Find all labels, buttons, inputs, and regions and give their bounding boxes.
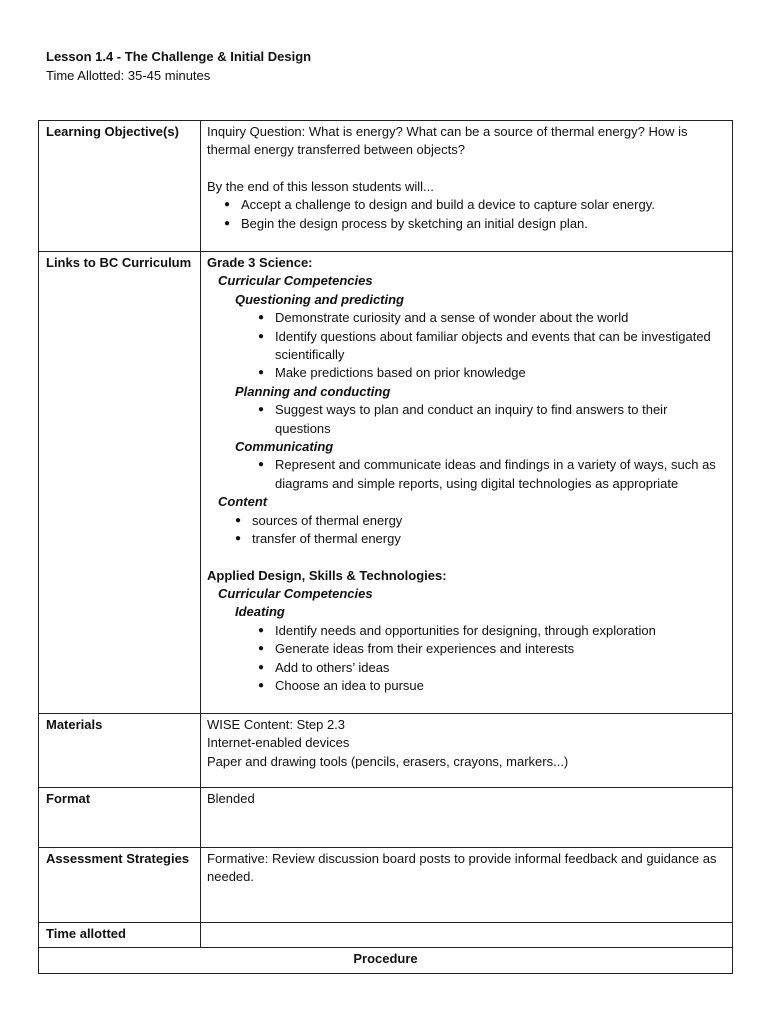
questioning-heading: Questioning and predicting (235, 291, 404, 307)
list-item: ● sources of thermal energy (252, 512, 726, 530)
planning-heading: Planning and conducting (235, 383, 391, 399)
assessment-row (39, 848, 733, 923)
materials-label: Materials (39, 714, 201, 788)
format-value: Blended (201, 788, 733, 848)
materials-row (39, 714, 733, 788)
time-allotted-label: Time allotted (39, 923, 201, 948)
list-item: ● Demonstrate curiosity and a sense of wonder about the world (275, 309, 726, 327)
content-list (252, 512, 726, 549)
list-item: ● Add to others’ ideas (275, 659, 726, 677)
lesson-title: Lesson 1.4 - The Challenge & Initial Design (46, 49, 312, 64)
science-heading: Grade 3 Science: (207, 255, 313, 270)
list-item: ● Identify needs and opportunities for designing, through exploration (275, 622, 726, 640)
content-heading: Content (218, 494, 268, 510)
time-allotted-row (39, 923, 733, 948)
science-competencies: Curricular Competencies (218, 273, 373, 289)
assessment-value: Formative: Review discussion board posts to provide informal feedback and guidance as needed. (201, 848, 733, 923)
inquiry-question: Inquiry Question: What is energy? What can be a source of thermal energy? How is thermal energy transferred between objects? (207, 124, 688, 158)
list-item: ● Accept a challenge to design and build a device to capture solar energy. (241, 196, 726, 214)
curriculum-cell (201, 252, 733, 714)
curriculum-label: Links to BC Curriculum (39, 252, 201, 714)
materials-cell (201, 714, 733, 788)
assessment-label: Assessment Strategies (39, 848, 201, 923)
adst-heading: Applied Design, Skills & Technologies: (207, 567, 447, 583)
objectives-intro: By the end of this lesson students will... (207, 178, 434, 194)
objectives-label: Learning Objective(s) (39, 121, 201, 252)
list-item: ● Suggest ways to plan and conduct an inquiry to find answers to their questions (275, 401, 726, 438)
objectives-list (241, 196, 726, 233)
procedure-heading: Procedure (39, 948, 733, 973)
materials-line: WISE Content: Step 2.3 (207, 717, 346, 732)
curriculum-row (39, 252, 733, 714)
communicating-heading: Communicating (235, 439, 334, 455)
materials-line: Internet-enabled devices (207, 735, 350, 751)
ideating-heading: Ideating (235, 604, 285, 620)
lesson-plan-table (38, 120, 733, 974)
procedure-row (39, 948, 733, 973)
communicating-list (275, 456, 726, 493)
list-item: ● Generate ideas from their experiences and interests (275, 640, 726, 658)
adst-competencies: Curricular Competencies (218, 585, 373, 601)
format-label: Format (39, 788, 201, 848)
list-item: ● Represent and communicate ideas and findings in a variety of ways, such as diagrams and simple reports, using digital technologies as appropriate (275, 456, 726, 493)
objectives-cell (201, 121, 733, 252)
document-header (46, 47, 311, 85)
ideating-list (275, 622, 726, 696)
list-item: ● Choose an idea to pursue (275, 677, 726, 695)
time-allotted-value (201, 923, 733, 948)
materials-line: Paper and drawing tools (pencils, erasers, crayons, markers...) (207, 753, 569, 769)
list-item: ● Make predictions based on prior knowledge (275, 364, 726, 382)
lesson-time: Time Allotted: 35-45 minutes (46, 68, 211, 83)
list-item: ● Identify questions about familiar objects and events that can be investigated scientifically (275, 328, 726, 365)
questioning-list (275, 309, 726, 383)
format-row (39, 788, 733, 848)
planning-list (275, 401, 726, 438)
list-item: ● transfer of thermal energy (252, 530, 726, 548)
objectives-row (39, 121, 733, 252)
list-item: ● Begin the design process by sketching an initial design plan. (241, 215, 726, 233)
